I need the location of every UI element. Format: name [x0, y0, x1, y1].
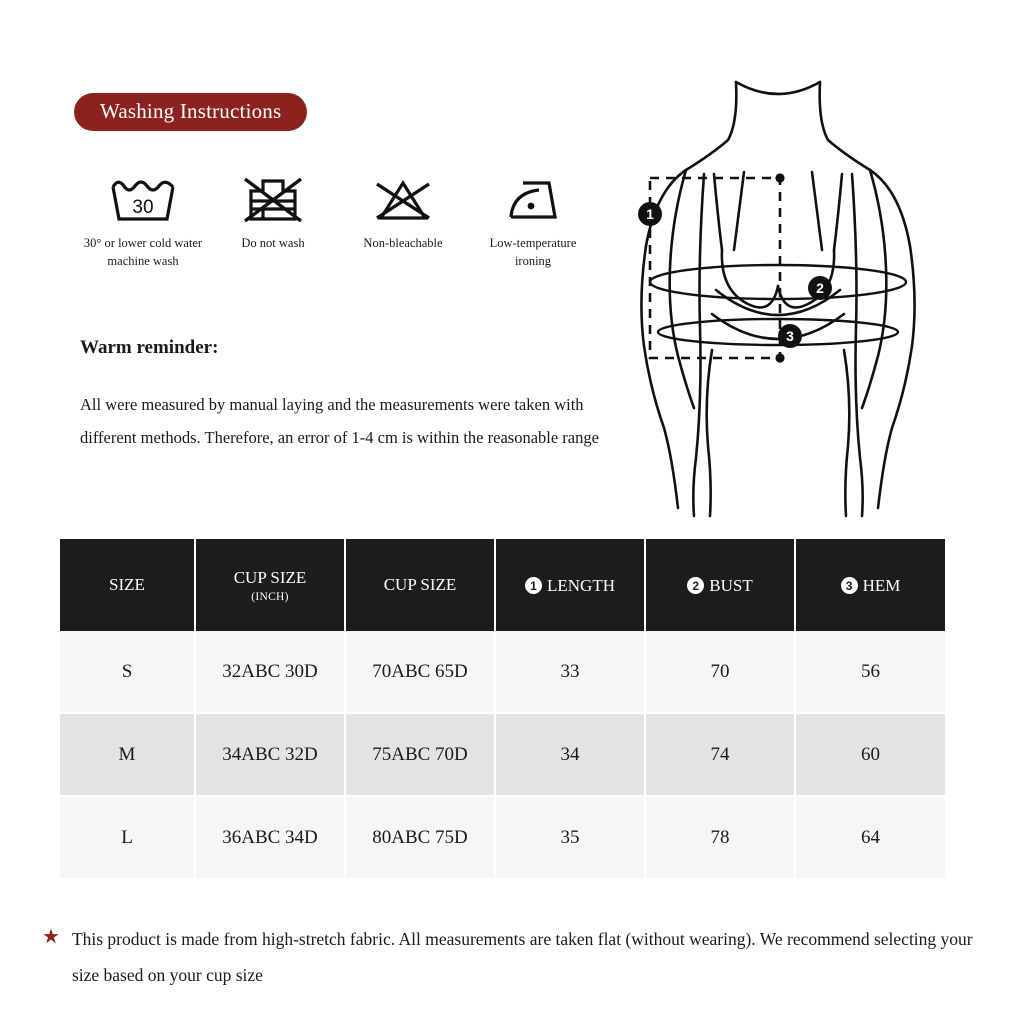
table-header-length — [495, 539, 645, 631]
care-label-do-not-wash: Do not wash — [241, 236, 305, 250]
cell-hem: 64 — [795, 796, 945, 879]
table-header-cup-size-inch-sub: (INCH) — [251, 590, 289, 603]
footnote-text: This product is made from high-stretch fabric. All measurements are taken flat (without wearing). We recommend selecting your size based on your cup size — [71, 929, 973, 985]
marker-badge-2-icon: 2 — [687, 577, 704, 594]
cell-size: M — [60, 713, 195, 796]
cell-cup-size: 75ABC 70D — [345, 713, 495, 796]
table-row — [60, 713, 945, 796]
table-header-hem-label: HEM — [862, 575, 901, 595]
warm-reminder-title: Warm reminder: — [80, 337, 219, 358]
care-item-machine-wash-30 — [78, 172, 208, 270]
cell-size: S — [60, 631, 195, 713]
cell-cup-size-inch: 32ABC 30D — [195, 631, 345, 713]
star-icon: ★ — [42, 926, 60, 948]
marker-badge-1 — [638, 202, 662, 226]
care-item-low-temperature-ironing — [468, 172, 598, 270]
svg-text:2: 2 — [816, 280, 824, 296]
care-item-do-not-wash — [208, 172, 338, 252]
wash-tub-30-icon — [107, 172, 179, 228]
do-not-machine-wash-icon — [237, 172, 309, 228]
cell-length: 33 — [495, 631, 645, 713]
care-label-non-bleachable: Non-bleachable — [363, 236, 443, 250]
cell-length: 34 — [495, 713, 645, 796]
cell-cup-size: 80ABC 75D — [345, 796, 495, 879]
footnote — [42, 922, 1002, 994]
marker-badge-2 — [808, 276, 832, 300]
table-header-bust — [645, 539, 795, 631]
marker-badge-3-icon: 3 — [841, 577, 858, 594]
table-row — [60, 796, 945, 879]
low-temperature-iron-icon — [497, 172, 569, 228]
cell-cup-size: 70ABC 65D — [345, 631, 495, 713]
warm-reminder-text: All were measured by manual laying and the measurements were taken with different methods. Therefore, an error of 1-4 cm is within the reasonable range — [80, 395, 599, 447]
table-header-length-label: LENGTH — [547, 575, 615, 595]
cell-size: L — [60, 796, 195, 879]
table-header-size-label: SIZE — [109, 575, 145, 594]
washing-instructions-header — [74, 93, 307, 131]
cell-bust: 78 — [645, 796, 795, 879]
non-bleachable-icon — [367, 172, 439, 228]
cell-hem: 56 — [795, 631, 945, 713]
female-torso-measurement-diagram — [608, 78, 948, 523]
table-header-cup-size-inch-label: CUP SIZE — [233, 567, 307, 587]
marker-badge-3 — [778, 324, 802, 348]
cell-bust: 70 — [645, 631, 795, 713]
care-item-non-bleachable — [338, 172, 468, 252]
table-header-hem — [795, 539, 945, 631]
table-header-bust-label: BUST — [709, 575, 753, 595]
table-header-size — [60, 539, 195, 631]
cell-hem: 60 — [795, 713, 945, 796]
care-symbols-row — [78, 172, 598, 270]
washing-instructions-label: Washing Instructions — [100, 99, 282, 123]
cell-cup-size-inch: 34ABC 32D — [195, 713, 345, 796]
svg-text:1: 1 — [646, 206, 654, 222]
table-row — [60, 631, 945, 713]
cell-bust: 74 — [645, 713, 795, 796]
marker-badge-1-icon: 1 — [525, 577, 542, 594]
svg-text:3: 3 — [786, 328, 794, 344]
hem-measure-ellipse — [658, 319, 898, 345]
table-header-cup-size — [345, 539, 495, 631]
cell-length: 35 — [495, 796, 645, 879]
table-header-row — [60, 539, 945, 631]
table-header-cup-size-label: CUP SIZE — [383, 575, 457, 594]
cell-cup-size-inch: 36ABC 34D — [195, 796, 345, 879]
table-header-cup-size-inch — [195, 539, 345, 631]
wash-temperature-value: 30 — [132, 197, 154, 218]
care-label-low-temperature-ironing: Low-temperature ironing — [489, 236, 577, 269]
care-label-machine-wash-30: 30° or lower cold water machine wash — [83, 236, 203, 269]
bust-measure-ellipse — [650, 265, 906, 299]
size-chart-table — [60, 539, 945, 880]
